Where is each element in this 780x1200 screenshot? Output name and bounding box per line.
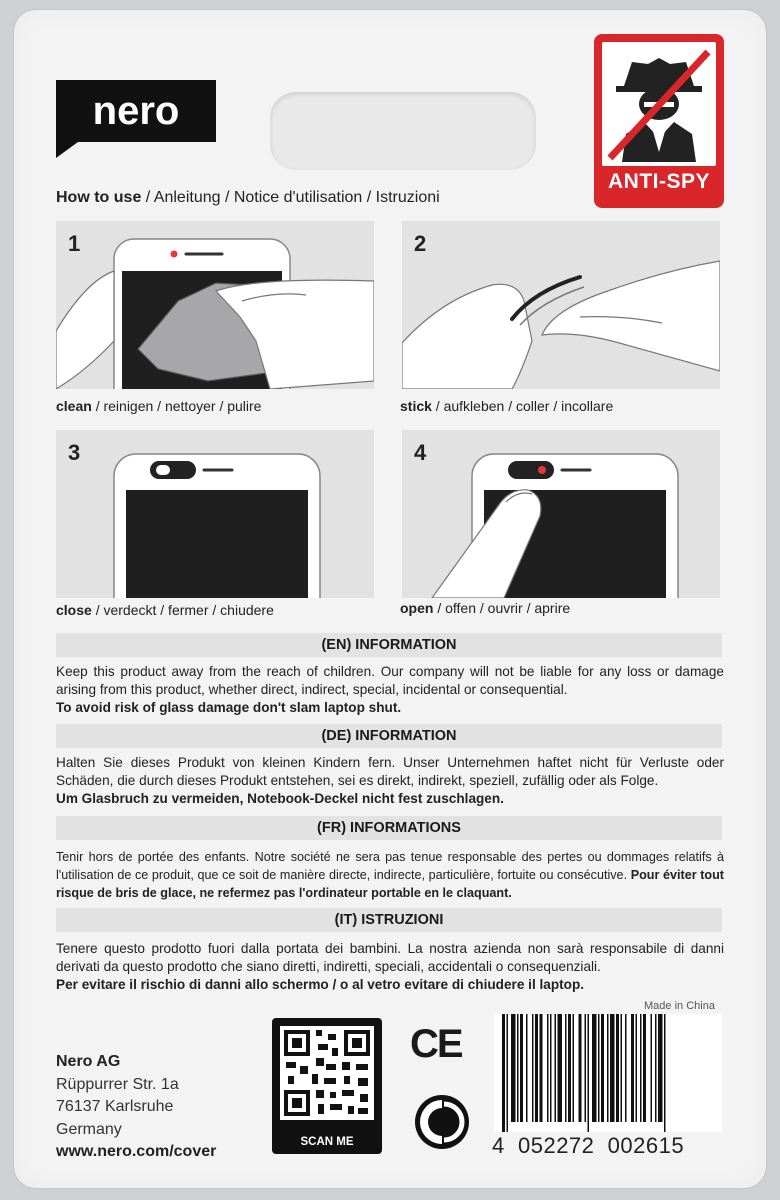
barcode-bar	[625, 1014, 627, 1122]
barcode-bar	[517, 1014, 519, 1122]
barcode-bar	[607, 1014, 609, 1122]
step-2-panel	[402, 221, 720, 389]
how-to-use-bold: How to use	[56, 189, 142, 206]
info-it-heading: (IT) ISTRUZIONI	[56, 908, 722, 932]
barcode-bar	[643, 1014, 646, 1122]
info-fr-text	[56, 848, 724, 902]
step-1-caption-rest: / reinigen / nettoyer / pulire	[91, 398, 262, 414]
barcode-bar	[573, 1014, 575, 1122]
clean-illustration	[56, 221, 374, 389]
barcode-bar	[540, 1014, 543, 1122]
spy-icon	[602, 42, 716, 166]
info-en-body: Keep this product away from the reach of children. Our company will not be liable for any loss or damage arising from this product, whether direct, indirect, special, incidental or consequential.	[56, 664, 724, 697]
step-1-caption	[56, 398, 261, 414]
anti-spy-label: ANTI-SPY	[607, 170, 710, 193]
barcode-bar	[658, 1014, 663, 1122]
recycling-green-dot-icon	[414, 1094, 470, 1150]
barcode-bar	[511, 1014, 516, 1122]
barcode-bar	[636, 1014, 638, 1122]
barcode-bar	[535, 1014, 538, 1122]
hang-hole	[270, 92, 536, 170]
step-3-caption-bold: close	[56, 602, 92, 618]
step-2-caption-bold: stick	[400, 398, 432, 414]
qr-code[interactable]	[272, 1018, 382, 1154]
info-it-body: Tenere questo prodotto fuori dalla portata dei bambini. La nostra azienda non sarà responsabile di danni derivati da questo prodotto che siano diretti, indiretti, speciali, accidentali o consequenziali.	[56, 941, 724, 974]
barcode-bar	[550, 1014, 552, 1122]
step-3-caption-rest: / verdeckt / fermer / chiudere	[91, 602, 274, 618]
barcode-number	[492, 1133, 684, 1159]
step-2-caption-rest: / aufkleben / coller / incollare	[431, 398, 614, 414]
barcode-bar	[640, 1014, 642, 1122]
barcode-bar	[547, 1014, 549, 1122]
step-4-caption-bold: open	[400, 600, 434, 616]
city: 76137 Karlsruhe	[56, 1098, 174, 1115]
ce-mark: CE	[410, 1022, 462, 1066]
barcode-bar	[598, 1014, 600, 1122]
how-to-use-heading	[56, 189, 440, 207]
barcode-bar	[520, 1014, 523, 1122]
barcode-bar	[588, 1014, 590, 1132]
info-de-body: Halten Sie dieses Produkt von kleinen Kindern fern. Unser Unternehmen haftet nicht für Verluste oder Schäden, die durch dieses Produkt entstehen, sei es direkt, indirekt, speziell, zufällig oder als Folge.	[56, 755, 724, 788]
barcode-bar	[558, 1014, 563, 1122]
step-1-panel	[56, 221, 374, 389]
step-3-panel	[56, 430, 374, 598]
barcode-digits-2: 052272	[517, 1133, 595, 1158]
qr-pattern	[272, 1018, 382, 1128]
barcode-bar	[621, 1014, 623, 1122]
step-4-caption-rest: / offen / ouvrir / aprire	[433, 600, 571, 616]
step-1-caption-bold: clean	[56, 398, 92, 414]
barcode-bar	[585, 1014, 587, 1122]
barcode-bar	[532, 1014, 534, 1122]
open-illustration	[402, 430, 720, 598]
stick-illustration	[402, 221, 720, 389]
how-to-use-rest: / Anleitung / Notice d'utilisation / Istruzioni	[141, 189, 440, 206]
info-de-warning: Um Glasbruch zu vermeiden, Notebook-Deckel nicht fest zuschlagen.	[56, 791, 504, 806]
barcode-bar	[664, 1014, 666, 1132]
barcode-bar	[592, 1014, 597, 1122]
barcode-bar	[601, 1014, 604, 1122]
barcode	[494, 1014, 722, 1132]
step-4-panel	[402, 430, 720, 598]
made-in-label: Made in China	[644, 1000, 715, 1012]
barcode-bar	[555, 1014, 557, 1122]
step-3-number: 3	[68, 440, 81, 465]
step-4-caption	[400, 600, 570, 616]
barcode-bar	[502, 1014, 505, 1132]
step-2-number: 2	[414, 231, 427, 256]
info-fr-warning: Pour éviter tout risque de bris de glace, ne refermez pas l'ordinateur portable en le claquant.	[56, 868, 725, 900]
anti-spy-badge	[594, 34, 724, 208]
info-en-text	[56, 663, 724, 717]
barcode-bar	[655, 1014, 657, 1122]
scan-me-label: SCAN ME	[300, 1136, 354, 1148]
barcode-bar	[579, 1014, 582, 1122]
barcode-bar	[610, 1014, 615, 1122]
close-illustration	[56, 430, 374, 598]
barcode-bar	[507, 1014, 509, 1132]
info-fr-body: Tenir hors de portée des enfants. Notre société ne sera pas tenue responsable des pertes ou dommages relatifs à l'utilisation de ce produit, que ce soit de manière directe, indirecte, particulière, fortuite ou consécutive.	[56, 850, 724, 882]
barcode-bar	[568, 1014, 571, 1122]
website-link[interactable]: www.nero.com/cover	[56, 1143, 217, 1160]
barcode-digits-3: 002615	[607, 1133, 685, 1158]
step-2-caption	[400, 398, 613, 414]
step-1-number: 1	[68, 231, 81, 256]
info-de-text	[56, 754, 724, 808]
barcode-bar	[631, 1014, 634, 1122]
country: Germany	[56, 1120, 122, 1138]
barcode-bar	[565, 1014, 567, 1122]
brand-text: nero	[92, 89, 180, 133]
street: Rüppurrer Str. 1a	[56, 1075, 179, 1093]
barcode-digit-1: 4	[492, 1133, 505, 1158]
info-fr-heading: (FR) INFORMATIONS	[56, 816, 722, 840]
step-3-caption	[56, 602, 274, 618]
info-it-warning: Per evitare il rischio di danni allo schermo / o al vetro evitare di chiudere il laptop.	[56, 977, 585, 992]
company-name: Nero AG	[56, 1053, 121, 1070]
info-it-text	[56, 940, 724, 994]
info-en-warning: To avoid risk of glass damage don't slam laptop shut.	[56, 700, 402, 715]
barcode-bar	[616, 1014, 619, 1122]
barcode-bar	[526, 1014, 528, 1122]
info-en-heading: (EN) INFORMATION	[56, 633, 722, 657]
info-de-heading: (DE) INFORMATION	[56, 724, 722, 748]
barcode-bar	[651, 1014, 653, 1122]
nero-logo	[56, 80, 216, 158]
step-4-number: 4	[414, 440, 427, 465]
company-address	[56, 1051, 216, 1164]
